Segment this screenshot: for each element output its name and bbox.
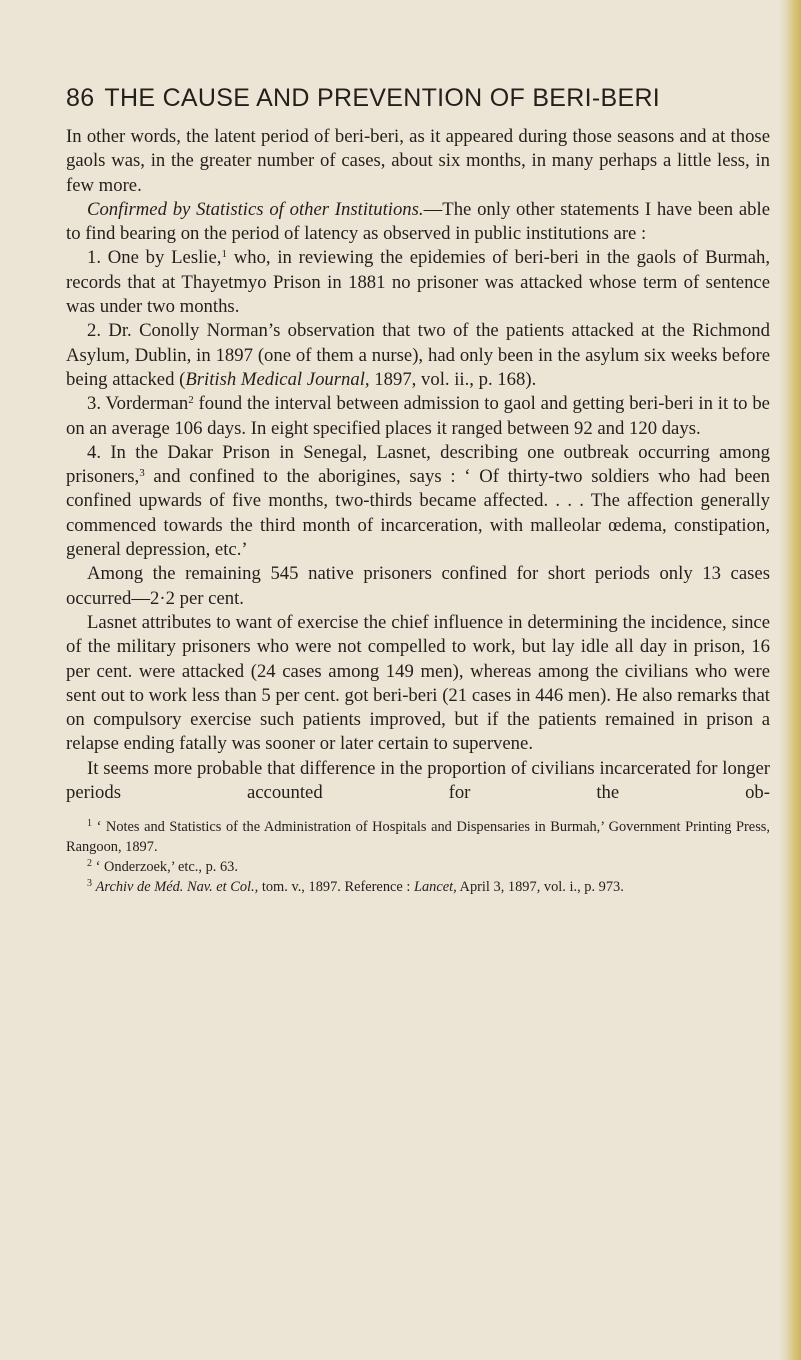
archive-title: Archiv de Méd. Nav. et Col., xyxy=(95,879,259,896)
page-number: 86 xyxy=(66,84,95,112)
section-heading: Confirmed by Statistics of other Institutions. xyxy=(87,198,424,220)
footnote-mark-3: 3 xyxy=(87,878,92,890)
footnote-ref-3: 3 xyxy=(139,467,145,480)
footnote-ref-1: 1 xyxy=(221,248,227,261)
lancet-title: Lancet, xyxy=(413,879,457,896)
item-1-leslie: 1. One by Leslie,$^1$ who, in reviewing the epidemies of beri-beri in the gaols of Burmah, records that at Thayetmyo Prison in 1881 no prisoner was attacked whose term of sentence was under two months. xyxy=(66,247,771,318)
paragraph-remaining-prisoners: Among the remaining 545 native prisoners confined for short periods only 13 cases occurred—2·2 per cent. xyxy=(66,563,770,609)
journal-title: British Medical Journal, xyxy=(185,368,370,390)
footnotes xyxy=(66,817,770,897)
paragraph-lasnet-exercise: Lasnet attributes to want of exercise the chief influence in determining the incidence, since of the military prisoners who were not compelled to work, but lay idle all day in prison, 16 per cent. were attacked (24 cases among 149 men), whereas among the civilians who were sent out to work less than 5 per cent. got beri-beri (21 cases in 446 men). He also remarks that on compulsory exercise such patients improved, but if the patients remained in prison a relapse ending fatally was sooner or later certain to supervene. xyxy=(66,611,770,755)
footnote-2: $^2$ ‘ Onderzoek,’ etc., p. 63. xyxy=(87,858,238,876)
book-page xyxy=(66,84,770,897)
page-edge xyxy=(779,0,801,1360)
footnote-mark-1: 1 xyxy=(87,818,92,830)
paragraph-confirmed-statistics: Confirmed by Statistics of other Institutions.—The only other statements I have been able to find bearing on the period of latency as observed in public institutions are : xyxy=(66,198,770,245)
footnote-1: $^1$ ‘ Notes and Statistics of the Administration of Hospitals and Dispensaries in Burmah,’ Government Printing Press, Rangoon, 1897. xyxy=(66,818,770,856)
paragraph-probable-difference: It seems more probable that difference in the proportion of civilians incarcerated for longer periods accounted for the ob- xyxy=(66,757,770,804)
paragraph-latent-period: In other words, the latent period of beri-beri, as it appeared during those seasons and at those gaols was, in the greater number of cases, about six months, in many perhaps a little less, in few more. xyxy=(66,126,770,196)
footnote-mark-2: 2 xyxy=(87,858,92,870)
footnote-ref-2: 2 xyxy=(188,394,194,407)
footnote-3: $^3$ Archiv de Méd. Nav. et Col., tom. v., 1897. Reference : Lancet, April 3, 1897, vol. i., p. 973. xyxy=(87,878,624,896)
item-2-norman: 2. Dr. Conolly Norman’s observation that two of the patients attacked at the Richmond Asylum, Dublin, in 1897 (one of them a nurse), had only been in the asylum six weeks before being attacked (British Medical Journal, 1897, vol. ii., p. 168). xyxy=(66,320,770,390)
item-3-vorderman: 3. Vorderman$^2$ found the interval between admission to gaol and getting beri-beri in it to be on an average 106 days. In eight specified places it ranged between 92 and 120 days. xyxy=(66,393,770,439)
running-head xyxy=(66,84,770,113)
running-title: THE CAUSE AND PREVENTION OF BERI-BERI xyxy=(104,84,661,112)
item-4-lasnet: 4. In the Dakar Prison in Senegal, Lasnet, describing one outbreak occurring among prisoners,$^3$ and confined to the aborigines, says : ‘ Of thirty-two soldiers who had been confined upwards of five months, two-thirds became affected. . . . The affection generally commenced towards the third month of incarceration, with malleolar œdema, constipation, general depression, etc.’ xyxy=(66,441,770,561)
body-text xyxy=(66,125,770,805)
